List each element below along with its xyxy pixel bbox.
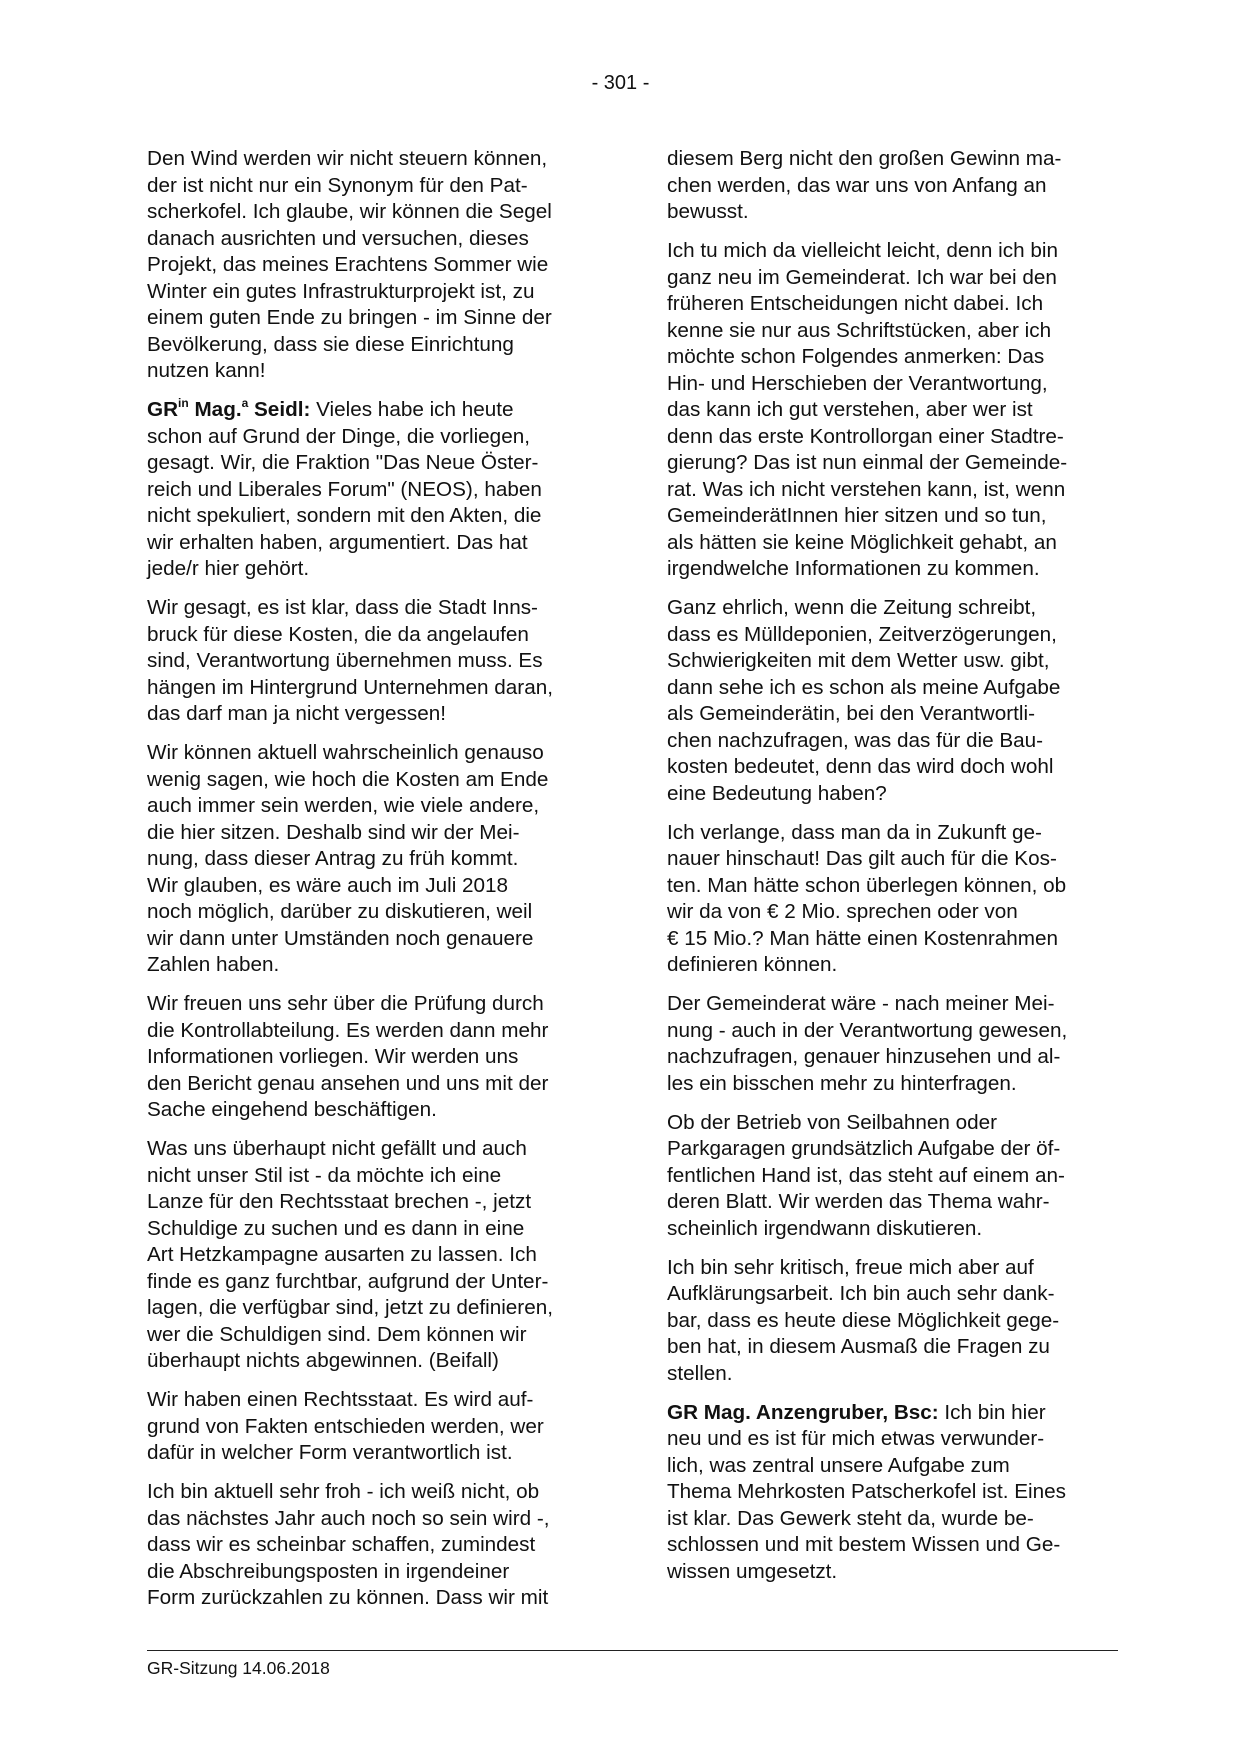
speaker-name: $GR^{in}$ Mag.$^a$ Seidl: (147, 396, 311, 421)
paragraph: Den Wind werden wir nicht steuern können, der ist nicht nur ein Synonym für den Pat- scherkofel. Ich glaube, wir können die Segel danach ausrichten und versuchen, dieses Projekt, das meines Erachtens Sommer wie Winter ein gutes Infrastrukturprojekt ist, zu einem guten Ende zu bringen - im Sinne der Bevölkerung, dass sie diese Einrichtung nutzen kann! (147, 147, 552, 382)
paragraph: Wir haben einen Rechtsstaat. Es wird auf- grund von Fakten entschieden werden, wer dafür in welcher Form verantwortlich ist. (147, 1388, 544, 1464)
paragraph: diesem Berg nicht den großen Gewinn ma- chen werden, das war uns von Anfang an bewusst. (667, 147, 1062, 223)
speech-text: Vieles habe ich heute schon auf Grund der Dinge, die vorliegen, gesagt. Wir, die Fraktion "Das Neue Öster- reich und Liberales Forum" (NEOS), haben nicht spekuliert, sondern mit den Akten, die wir erhalten haben, argumentiert. Das hat jede/r hier gehört. (147, 398, 542, 580)
paragraph: Ich bin sehr kritisch, freue mich aber auf Aufklärungsarbeit. Ich bin auch sehr dank- bar, dass es heute diese Möglichkeit gege- ben hat, in diesem Ausmaß die Fragen zu stellen. (667, 1255, 1060, 1385)
left-column (147, 146, 593, 1624)
paragraph: Ich bin aktuell sehr froh - ich weiß nicht, ob das nächstes Jahr auch noch so sein wird -, dass wir es scheinbar schaffen, zumindest die Abschreibungsposten in irgendeiner Form zurückzahlen zu können. Dass wir mit (147, 1480, 550, 1609)
page-number: - 301 - (591, 72, 650, 94)
paragraph: Ich tu mich da vielleicht leicht, denn ich bin ganz neu im Gemeinderat. Ich war bei den früheren Entscheidungen nicht dabei. Ich kenne sie nur aus Schriftstücken, aber ich möchte schon Folgendes anmerken: Das Hin- und Herschieben der Verantwortung, das kann ich gut verstehen, aber wer ist denn das erste Kontrollorgan einer Stadtre- gierung? Das ist nun einmal der Gemeinde- rat. Was ich nicht verstehen kann, ist, wenn GemeinderätInnen hier sitzen und so tun, als hätten sie keine Möglichkeit gehabt, an irgendwelche Informationen zu kommen. (667, 239, 1068, 580)
paragraph: Ob der Betrieb von Seilbahnen oder Parkgaragen grundsätzlich Aufgabe der öf- fentlichen Hand ist, das steht auf einem an- deren Blatt. Wir werden das Thema wahr- scheinlich irgendwann diskutieren. (667, 1110, 1065, 1240)
paragraph: Wir gesagt, es ist klar, dass die Stadt Inns- bruck für diese Kosten, die da angelaufen sind, Verantwortung übernehmen muss. Es hängen im Hintergrund Unternehmen daran, das darf man ja nicht vergessen! (147, 596, 553, 725)
speaker-name: GR Mag. Anzengruber, Bsc: (667, 1400, 939, 1424)
footer-divider (147, 1650, 1118, 1651)
paragraph: Ich verlange, dass man da in Zukunft ge- nauer hinschaut! Das gilt auch für die Kos- ten. Man hätte schon überlegen können, ob wir da von € 2 Mio. sprechen oder von € 15 Mio.? Man hätte einen Kostenrahmen definieren können. (667, 820, 1067, 976)
paragraph-speaker-anzengruber (667, 1400, 1113, 1586)
paragraph: Der Gemeinderat wäre - nach meiner Mei- nung - auch in der Verantwortung gewesen, nachzufragen, genauer hinzusehen und al- les ein bisschen mehr zu hinterfragen. (667, 992, 1068, 1095)
paragraph: Was uns überhaupt nicht gefällt und auch nicht unser Stil ist - da möchte ich eine Lanze für den Rechtsstaat brechen -, jetzt Schuldige zu suchen und es dann in eine Art Hetzkampagne ausarten zu lassen. Ich finde es ganz furchtbar, aufgrund der Unter- lagen, die verfügbar sind, jetzt zu definieren, wer die Schuldigen sind. Dem können wir überhaupt nichts abgewinnen. (Beifall) (147, 1137, 553, 1372)
paragraph: Wir können aktuell wahrscheinlich genauso wenig sagen, wie hoch die Kosten am Ende auch immer sein werden, wie viele andere, die hier sitzen. Deshalb sind wir der Mei- nung, dass dieser Antrag zu früh kommt. Wir glauben, es wäre auch im Juli 2018 noch möglich, darüber zu diskutieren, weil wir dann unter Umständen noch genauere Zahlen haben. (147, 741, 549, 976)
right-column (667, 146, 1113, 1598)
footer-session-date: GR-Sitzung 14.06.2018 (147, 1658, 330, 1678)
paragraph: Ganz ehrlich, wenn die Zeitung schreibt, dass es Mülldeponien, Zeitverzögerungen, Schwierigkeiten mit dem Wetter usw. gibt, dann sehe ich es schon als meine Aufgabe als Gemeinderätin, bei den Verantwortli- chen nachzufragen, was das für die Bau- kosten bedeutet, denn das wird doch wohl eine Bedeutung haben? (667, 596, 1061, 805)
speech-text: Ich bin hier neu und es ist für mich etwas verwunder- lich, was zentral unsere Aufgabe zum Thema Mehrkosten Patscherkofel ist. Eines ist klar. Das Gewerk steht da, wurde be- schlossen und mit bestem Wissen und Ge- wissen umgesetzt. (667, 1400, 1066, 1583)
paragraph-speaker-seidl (147, 397, 593, 583)
paragraph: Wir freuen uns sehr über die Prüfung durch die Kontrollabteilung. Es werden dann mehr Informationen vorliegen. Wir werden uns den Bericht genau ansehen und uns mit der Sache eingehend beschäftigen. (147, 992, 549, 1121)
